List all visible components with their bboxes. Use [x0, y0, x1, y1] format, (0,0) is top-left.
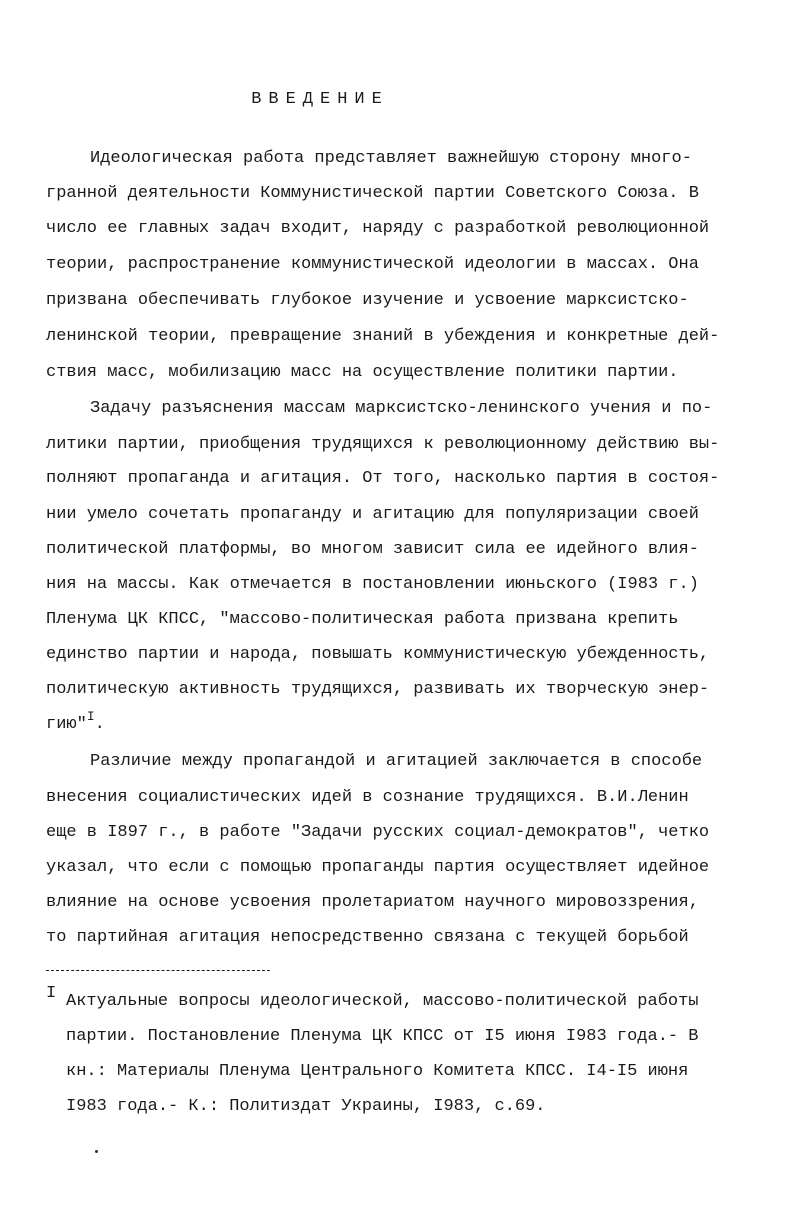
text-line: призвана обеспечивать глубокое изучение и усвоение марксистско- [46, 291, 689, 310]
text-line: полняют пропаганда и агитация. От того, насколько партия в состоя- [46, 469, 720, 488]
text-line: ния на массы. Как отмечается в постановлении июньского (I983 г.) [46, 575, 699, 594]
text-line: Идеологическая работа представляет важнейшую сторону много- [90, 149, 692, 168]
period: . [94, 715, 105, 734]
text-line: указал, что если с помощью пропаганды партия осуществляет идейное [46, 858, 710, 877]
text-line: нии умело сочетать пропаганду и агитацию для популяризации своей [46, 505, 699, 524]
text-line: политическую активность трудящихся, развивать их творческую энер- [46, 680, 710, 699]
text-line: Пленума ЦК КПСС, "массово-политическая работа призвана крепить [46, 610, 679, 629]
footnote-line: Актуальные вопросы идеологической, массово-политической работы [66, 992, 699, 1011]
footnote-line: кн.: Материалы Пленума Центрального Комитета КПСС. I4-I5 июня [66, 1062, 689, 1081]
footnote-reference[interactable]: I [86, 709, 95, 724]
text-line: литики партии, приобщения трудящихся к революционному действию вы- [46, 435, 720, 454]
text-line: гранной деятельности Коммунистической партии Советского Союза. В [46, 184, 699, 203]
page-title: ВВЕДЕНИЕ [251, 90, 389, 109]
text-line: Задачу разъяснения массам марксистско-ленинского учения и по- [90, 399, 713, 418]
text-line: внесения социалистических идей в сознание трудящихся. В.И.Ленин [46, 788, 689, 807]
footnote-line: I983 года.- К.: Политиздат Украины, I983, с.69. [66, 1097, 546, 1116]
footnote-divider [46, 970, 270, 971]
text-line: ствия масс, мобилизацию масс на осуществление политики партии. [46, 363, 679, 382]
text-line: число ее главных задач входит, наряду с разработкой революционной [46, 219, 710, 238]
footnote-line: партии. Постановление Пленума ЦК КПСС от I5 июня I983 года.- В [66, 1027, 699, 1046]
text-line: еще в I897 г., в работе "Задачи русских социал-демократов", четко [46, 823, 710, 842]
text-line: политической платформы, во многом зависит сила ее идейного влия- [46, 540, 699, 559]
text-line: то партийная агитация непосредственно связана с текущей борьбой [46, 928, 689, 947]
footnote-mark: I [46, 984, 57, 1003]
text-line: теории, распространение коммунистической идеологии в массах. Она [46, 255, 699, 274]
text-fragment: гию" [46, 715, 87, 734]
text-line: ленинской теории, превращение знаний в убеждения и конкретные дей- [46, 327, 720, 346]
scan-speck [95, 1150, 98, 1153]
text-line [46, 709, 105, 737]
text-line: единство партии и народа, повышать коммунистическую убежденность, [46, 645, 710, 664]
text-line: Различие между пропагандой и агитацией заключается в способе [90, 752, 703, 771]
text-line: влияние на основе усвоения пролетариатом научного мировоззрения, [46, 893, 699, 912]
